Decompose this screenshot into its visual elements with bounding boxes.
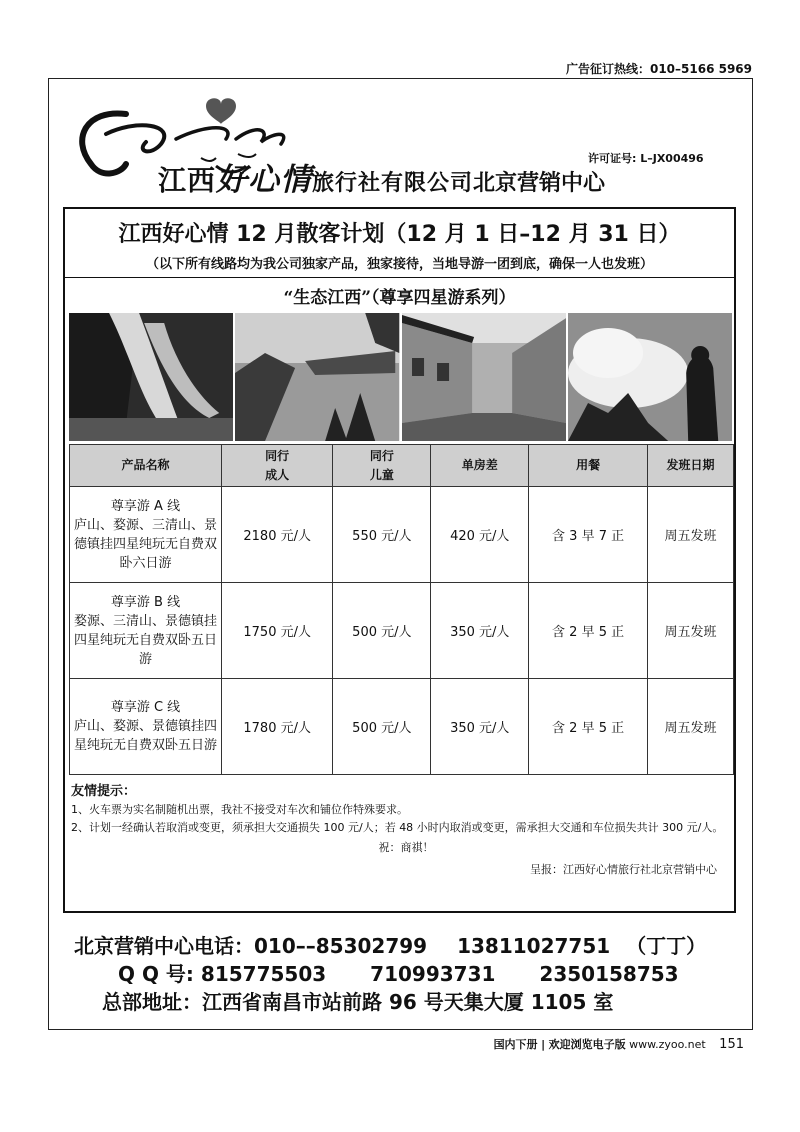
product-desc: 庐山、婺源、景德镇挂四星纯玩无自费双卧五日游 xyxy=(73,719,217,753)
footer-text: 欢迎浏览电子版 xyxy=(548,1038,626,1051)
table-row xyxy=(70,679,734,775)
plans-table xyxy=(69,444,734,775)
reporter: 呈报：江西好心情旅行社北京营销中心 xyxy=(530,863,717,876)
phone-label: 北京营销中心电话： xyxy=(74,934,254,958)
header-adult-price: 同行 成人 xyxy=(222,445,333,487)
footer-url: www.zyoo.net xyxy=(629,1038,706,1051)
tip-item: 1、火车票为实名制随机出票，我社不接受对车次和铺位作特殊要求。 xyxy=(71,803,408,816)
product-desc: 婺源、三清山、景德镇挂四星纯玩无自费双卧五日游 xyxy=(73,613,217,667)
phone-row xyxy=(48,932,753,960)
meals: 含 2 早 5 正 xyxy=(529,679,648,775)
product-name: 尊享游 A 线 xyxy=(110,498,181,514)
tips-title: 友情提示： xyxy=(71,784,137,799)
photo-waterfall xyxy=(69,313,233,441)
header-meals: 用餐 xyxy=(529,445,648,487)
license-number: 许可证号: L–JX00496 xyxy=(588,152,704,165)
mobile-number: 13811027751 xyxy=(457,934,611,958)
qq-row xyxy=(48,960,753,988)
header-product-name: 产品名称 xyxy=(70,445,222,487)
header-single-supplement: 单房差 xyxy=(431,445,529,487)
qq-number: 815775503 xyxy=(200,962,327,986)
product-cell xyxy=(70,679,222,775)
adult-price: 1750 元/人 xyxy=(222,583,333,679)
divider xyxy=(65,277,734,278)
tip-item: 2、计划一经确认若取消或变更，须承担大交通损失 100 元/人；若 48 小时内取消或变更，需承担大交通和车位损失共计 300 元/人。 xyxy=(71,821,724,834)
page-number: 151 xyxy=(719,1037,744,1052)
table-row xyxy=(70,487,734,583)
address-row: 总部地址：江西省南昌市站前路 96 号天集大厦 1105 室 xyxy=(102,990,614,1014)
contact-person: （丁丁） xyxy=(626,934,707,958)
child-price: 500 元/人 xyxy=(333,583,431,679)
product-cell xyxy=(70,583,222,679)
photo-strip xyxy=(69,313,732,441)
product-name: 尊享游 C 线 xyxy=(110,700,181,715)
single-supplement: 350 元/人 xyxy=(431,679,529,775)
company-name xyxy=(158,154,605,199)
plan-box xyxy=(63,207,736,913)
contact-block xyxy=(48,932,753,1016)
footer-divider: | xyxy=(541,1038,546,1051)
child-price: 550 元/人 xyxy=(333,487,431,583)
departure-date: 周五发班 xyxy=(647,679,733,775)
qq-number: 2350158753 xyxy=(539,962,679,986)
footer-section: 国内下册 xyxy=(493,1038,538,1051)
single-supplement: 350 元/人 xyxy=(431,583,529,679)
photo-rock-cliff xyxy=(235,313,399,441)
departure-date: 周五发班 xyxy=(647,583,733,679)
photo-old-village xyxy=(402,313,566,441)
adult-price: 2180 元/人 xyxy=(222,487,333,583)
tips-section xyxy=(71,783,731,879)
brand-jiangxi: 江西 xyxy=(158,164,217,197)
brand-company: 旅行社有限公司 xyxy=(312,171,474,196)
product-name: 尊享游 B 线 xyxy=(110,594,181,610)
brand-branch: 北京营销中心 xyxy=(473,171,606,196)
qq-label: Q Q 号: xyxy=(118,962,194,986)
header-departure-date: 发班日期 xyxy=(647,445,733,487)
meals: 含 3 早 7 正 xyxy=(529,487,648,583)
meals: 含 2 早 5 正 xyxy=(529,583,648,679)
photo-mountain-clouds xyxy=(568,313,732,441)
regards: 祝：商祺！ xyxy=(378,841,434,854)
child-price: 500 元/人 xyxy=(333,679,431,775)
table-row xyxy=(70,583,734,679)
plan-title: 江西好心情 12 月散客计划（12 月 1 日–12 月 31 日） xyxy=(118,222,681,247)
header-child-price: 同行 儿童 xyxy=(333,445,431,487)
brand-haoxinqing: 好心情 xyxy=(216,162,313,198)
qq-number: 710993731 xyxy=(370,962,496,986)
company-header xyxy=(56,84,746,202)
product-cell xyxy=(70,487,222,583)
single-supplement: 420 元/人 xyxy=(431,487,529,583)
phone-number: 010––85302799 xyxy=(254,934,428,958)
series-title: “生态江西”（尊享四星游系列） xyxy=(283,288,516,308)
plan-subtitle: （以下所有线路均为我公司独家产品，独家接待，当地导游一团到底，确保一人也发班） xyxy=(145,257,653,272)
page-footer xyxy=(494,1036,744,1052)
departure-date: 周五发班 xyxy=(647,487,733,583)
product-desc: 庐山、婺源、三清山、景德镇挂四星纯玩无自费双卧六日游 xyxy=(73,517,217,571)
adult-price: 1780 元/人 xyxy=(222,679,333,775)
ad-hotline: 广告征订热线：010–5166 5969 xyxy=(565,62,752,76)
